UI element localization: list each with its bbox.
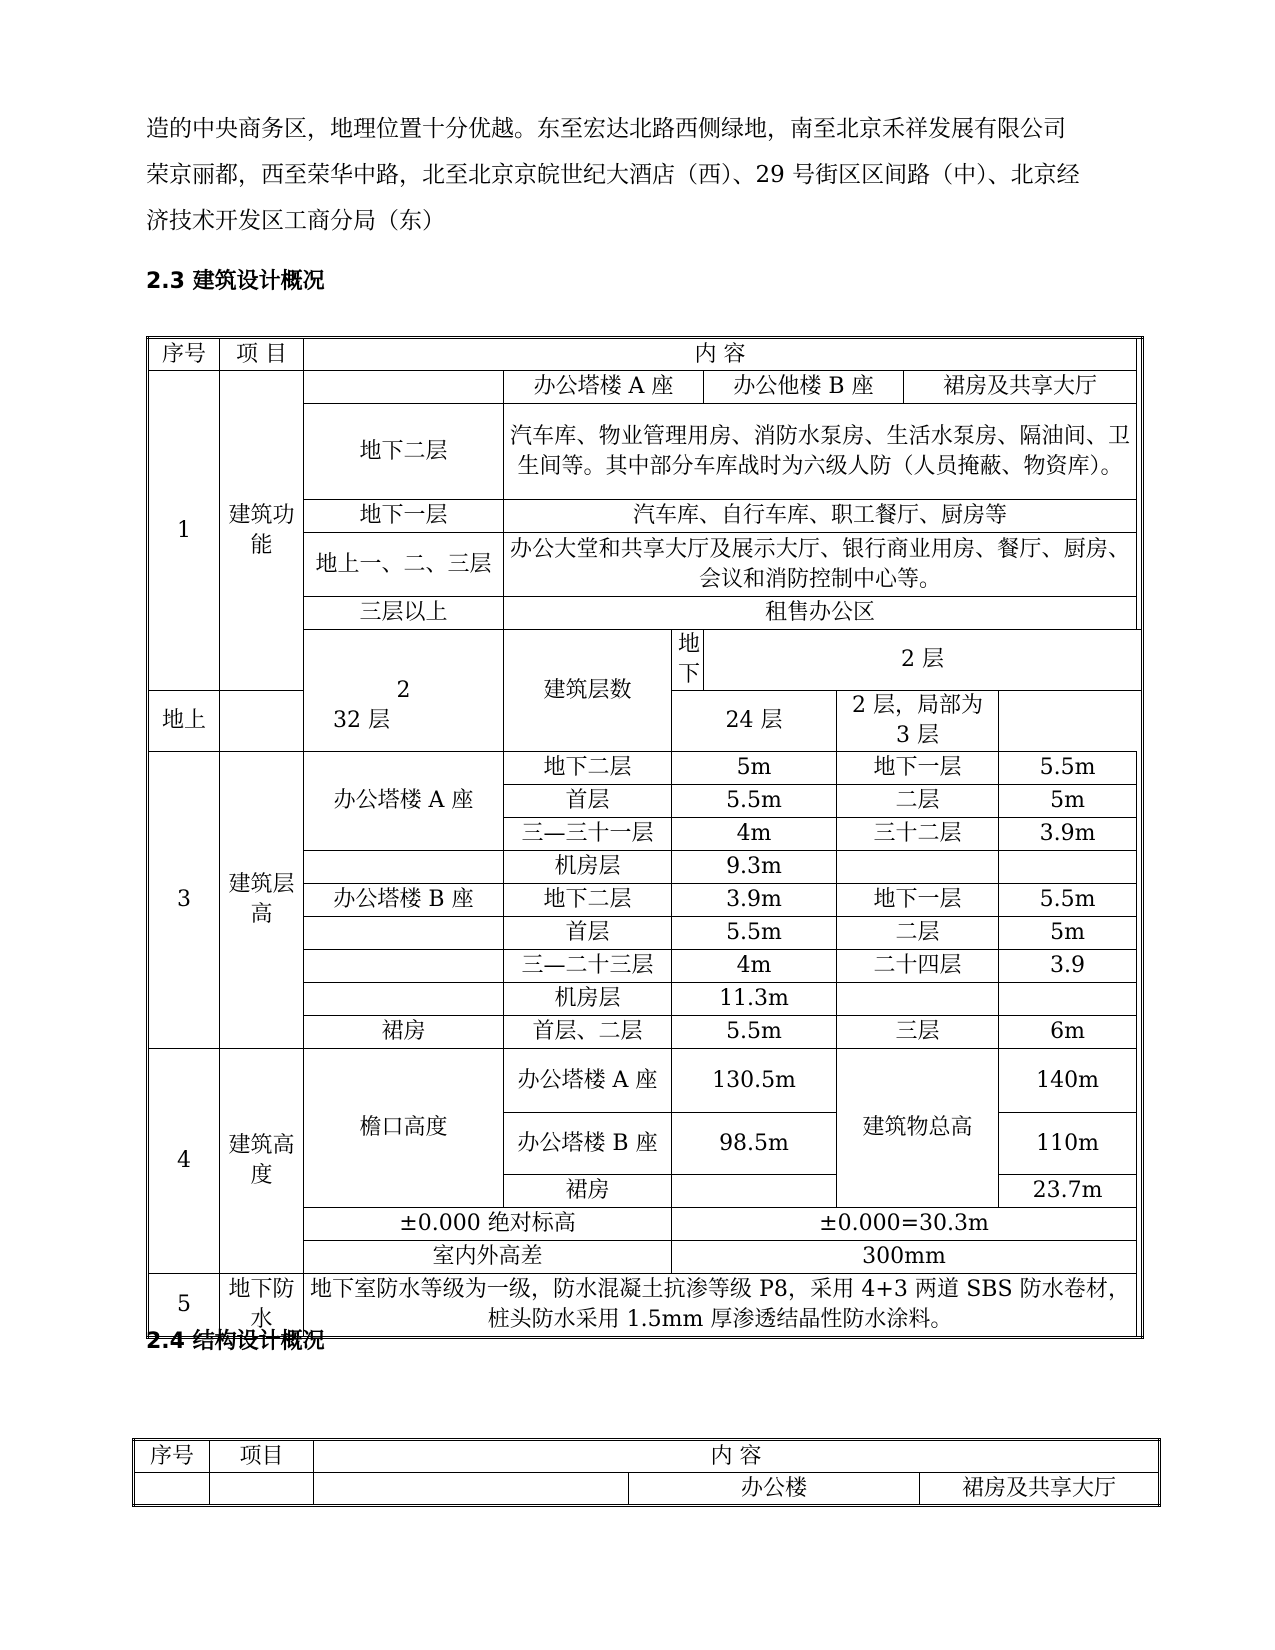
tower-b-total: 110m bbox=[999, 1113, 1137, 1175]
floor-name: 二十四层 bbox=[837, 950, 999, 983]
structure-design-table bbox=[132, 1438, 1161, 1507]
b1-label: 地下一层 bbox=[304, 500, 504, 533]
elevation-label: ±0.000 绝对标高 bbox=[304, 1208, 672, 1241]
floor-name: 机房层 bbox=[504, 983, 672, 1016]
floor-name: 三十二层 bbox=[837, 818, 999, 851]
floor-height: 4m bbox=[672, 950, 837, 983]
floor-name: 二层 bbox=[837, 917, 999, 950]
sub-header-podium: 裙房及共享大厅 bbox=[904, 371, 1137, 404]
row3-no: 3 bbox=[148, 752, 220, 1049]
architecture-design-table bbox=[146, 336, 1144, 1339]
blank-cell bbox=[304, 983, 504, 1016]
above-podium: 2 层，局部为 3 层 bbox=[837, 691, 999, 752]
row2-item: 建筑层数 bbox=[504, 630, 672, 752]
b1-text: 汽车库、自行车库、职工餐厅、厨房等 bbox=[504, 500, 1137, 533]
row1-no: 1 bbox=[148, 371, 220, 691]
f3up-text: 租售办公区 bbox=[504, 597, 1137, 630]
floor-height: 5.5m bbox=[672, 785, 837, 818]
floor-name bbox=[837, 851, 999, 884]
above-label: 地上 bbox=[148, 691, 220, 752]
row3-item: 建筑层高 bbox=[220, 752, 304, 1049]
tower-b-eave: 98.5m bbox=[672, 1113, 837, 1175]
waterproof-text: 地下室防水等级为一级，防水混凝土抗渗等级 P8，采用 4+3 两道 SBS 防水卷材，桩头防水采用 1.5mm 厚渗透结晶性防水涂料。 bbox=[304, 1274, 1137, 1338]
header-no: 序号 bbox=[148, 338, 220, 371]
floor-name: 二层 bbox=[837, 785, 999, 818]
row4-item: 建筑高度 bbox=[220, 1049, 304, 1274]
section-heading-2-4: 2.4 结构设计概况 bbox=[146, 1329, 325, 1354]
intro-line: 荣京丽都，西至荣华中路，北至北京京皖世纪大酒店（西）、29 号街区区间路（中）、北京经 bbox=[146, 162, 1080, 188]
tower-a-label: 办公塔楼 A 座 bbox=[504, 1049, 672, 1113]
podium-eave bbox=[672, 1175, 837, 1208]
floor-height: 11.3m bbox=[672, 983, 837, 1016]
header-item: 项 目 bbox=[220, 338, 304, 371]
above-tower-b: 24 层 bbox=[672, 691, 837, 752]
elevation-value: ±0.000=30.3m bbox=[672, 1208, 1137, 1241]
floor-height: 3.9 bbox=[999, 950, 1137, 983]
section-heading-2-3: 2.3 建筑设计概况 bbox=[146, 269, 325, 294]
row2-no: 2 bbox=[304, 630, 504, 752]
floor-height: 5.5m bbox=[999, 884, 1137, 917]
floor-height: 4m bbox=[672, 818, 837, 851]
row5-item: 地下防水 bbox=[220, 1274, 304, 1338]
podium-label: 裙房 bbox=[504, 1175, 672, 1208]
floor-height: 5m bbox=[672, 752, 837, 785]
floor-name bbox=[837, 983, 999, 1016]
floor-name: 首层 bbox=[504, 785, 672, 818]
blank-cell bbox=[134, 1473, 210, 1506]
floor-height: 6m bbox=[999, 1016, 1137, 1049]
f13-text: 办公大堂和共享大厅及展示大厅、银行商业用房、餐厅、厨房、会议和消防控制中心等。 bbox=[504, 533, 1137, 597]
f3up-label: 三层以上 bbox=[304, 597, 504, 630]
floor-name: 首层 bbox=[504, 917, 672, 950]
under-value: 2 层 bbox=[704, 630, 1143, 691]
tower-b-label: 办公塔楼 B 座 bbox=[504, 1113, 672, 1175]
floor-name: 地下二层 bbox=[504, 884, 672, 917]
tower-a-eave: 130.5m bbox=[672, 1049, 837, 1113]
header-no: 序号 bbox=[134, 1440, 210, 1473]
header-content: 内 容 bbox=[304, 338, 1137, 371]
eave-height-label: 檐口高度 bbox=[304, 1049, 504, 1208]
floor-name: 地下一层 bbox=[837, 884, 999, 917]
floor-height bbox=[999, 983, 1137, 1016]
blank-cell bbox=[210, 1473, 314, 1506]
total-height-label: 建筑物总高 bbox=[837, 1049, 999, 1208]
floor-height: 5.5m bbox=[999, 752, 1137, 785]
header-item: 项目 bbox=[210, 1440, 314, 1473]
floor-height: 5m bbox=[999, 785, 1137, 818]
floor-height: 9.3m bbox=[672, 851, 837, 884]
b2-text: 汽车库、物业管理用房、消防水泵房、生活水泵房、隔油间、卫生间等。其中部分车库战时为六级人防（人员掩蔽、物资库）。 bbox=[504, 404, 1137, 500]
row4-no: 4 bbox=[148, 1049, 220, 1274]
blank-cell bbox=[304, 950, 504, 983]
podium-total: 23.7m bbox=[999, 1175, 1137, 1208]
header-content: 内 容 bbox=[314, 1440, 1160, 1473]
blank-cell bbox=[304, 917, 504, 950]
sub-header-blank bbox=[304, 371, 504, 404]
tower-a-height-label: 办公塔楼 A 座 bbox=[304, 752, 504, 851]
row5-no: 5 bbox=[148, 1274, 220, 1338]
height-diff-label: 室内外高差 bbox=[304, 1241, 672, 1274]
podium-height-label: 裙房 bbox=[304, 1016, 504, 1049]
height-diff-value: 300mm bbox=[672, 1241, 1137, 1274]
floor-height: 3.9m bbox=[999, 818, 1137, 851]
floor-height: 5.5m bbox=[672, 1016, 837, 1049]
sub-header-office: 办公楼 bbox=[629, 1473, 920, 1506]
above-tower-a: 32 层 bbox=[220, 691, 504, 752]
under-label: 地下 bbox=[672, 630, 704, 691]
floor-height: 5m bbox=[999, 917, 1137, 950]
floor-height bbox=[999, 851, 1137, 884]
sub-header-tower-a: 办公塔楼 A 座 bbox=[504, 371, 704, 404]
tower-a-total: 140m bbox=[999, 1049, 1137, 1113]
blank-cell bbox=[314, 1473, 629, 1506]
floor-name: 三—三十一层 bbox=[504, 818, 672, 851]
floor-name: 地下二层 bbox=[504, 752, 672, 785]
intro-line: 造的中央商务区，地理位置十分优越。东至宏达北路西侧绿地，南至北京禾祥发展有限公司 bbox=[146, 116, 1066, 142]
tower-b-height-label: 办公塔楼 B 座 bbox=[304, 884, 504, 917]
floor-name: 地下一层 bbox=[837, 752, 999, 785]
row1-item: 建筑功能 bbox=[220, 371, 304, 691]
intro-line: 济技术开发区工商分局（东） bbox=[146, 208, 445, 234]
blank-cell bbox=[304, 851, 504, 884]
floor-name: 机房层 bbox=[504, 851, 672, 884]
floor-height: 3.9m bbox=[672, 884, 837, 917]
f13-label: 地上一、二、三层 bbox=[304, 533, 504, 597]
floor-name: 三层 bbox=[837, 1016, 999, 1049]
floor-name: 三—二十三层 bbox=[504, 950, 672, 983]
intro-paragraph bbox=[146, 106, 1136, 244]
sub-header-tower-b: 办公他楼 B 座 bbox=[704, 371, 904, 404]
sub-header-podium: 裙房及共享大厅 bbox=[920, 1473, 1160, 1506]
floor-name: 首层、二层 bbox=[504, 1016, 672, 1049]
b2-label: 地下二层 bbox=[304, 404, 504, 500]
floor-height: 5.5m bbox=[672, 917, 837, 950]
